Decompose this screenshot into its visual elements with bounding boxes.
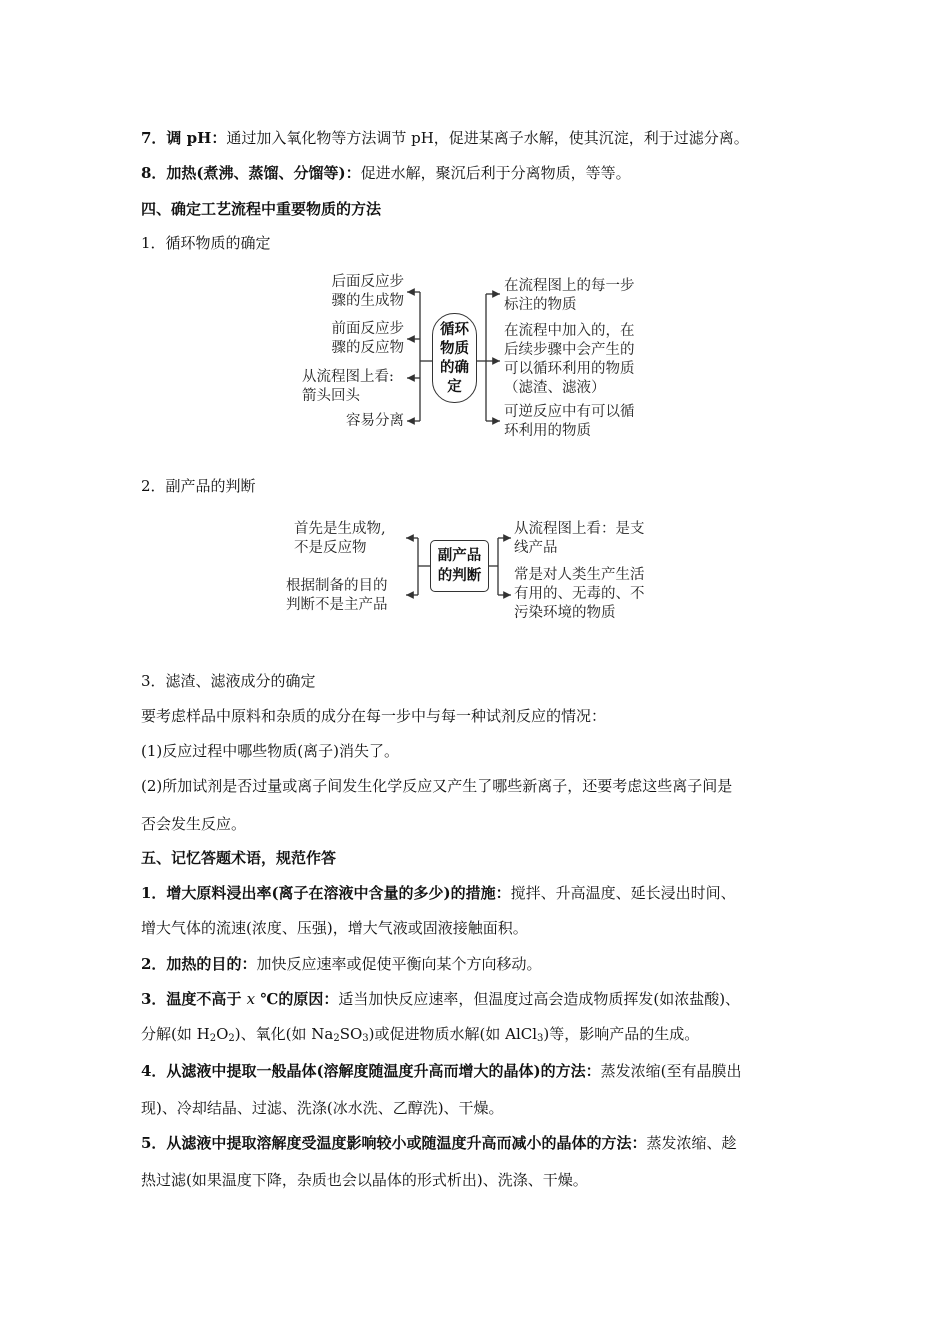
sub-1-heading: 1．循环物质的确定 bbox=[141, 234, 271, 252]
diagram1-right-2 bbox=[504, 322, 635, 398]
section-4-heading: 四、确定工艺流程中重要物质的方法 bbox=[141, 200, 382, 218]
s5-item-1-cont: 增大气体的流速(浓度、压强)，增大气液或固液接触面积。 bbox=[141, 919, 528, 937]
diagram2-left-2-line2: 判断不是主产品 bbox=[286, 597, 388, 613]
s5-item-3-text: 适当加快反应速率，但温度过高会造成物质挥发(如浓盐酸)、 bbox=[338, 990, 741, 1008]
s5-item-4-cont: 现)、冷却结晶、过滤、洗涤(冰水洗、乙醇洗)、干燥。 bbox=[141, 1099, 504, 1117]
s5-item-5 bbox=[141, 1133, 736, 1153]
diagram2-left-1-line1: 首先是生成物, bbox=[294, 521, 386, 537]
diagram2-left-1-line2: 不是反应物 bbox=[294, 540, 367, 556]
s5-item-2-text: 加快反应速率或促使平衡向某个方向移动。 bbox=[256, 955, 542, 973]
circular-material-box bbox=[432, 313, 477, 403]
s5-i3-c4s: 3 bbox=[362, 1033, 369, 1044]
s5-item-3-label-a: 3．温度不高于 bbox=[141, 990, 247, 1008]
item-7-label: 7．调 pH： bbox=[141, 129, 227, 147]
diagram2-right-2-line2: 有用的、无毒的、不 bbox=[514, 586, 645, 602]
item-8-text: 促进水解，聚沉后利于分离物质，等等。 bbox=[360, 164, 631, 182]
diagram2-right-2-line1: 常是对人类生产生活 bbox=[514, 567, 645, 583]
diagram1-right-3-line2: 环利用的物质 bbox=[504, 423, 591, 439]
diagram1-left-4 bbox=[300, 412, 404, 431]
diagram2-left-2-line1: 根据制备的目的 bbox=[286, 578, 388, 594]
s5-i3-c3s: 2 bbox=[333, 1033, 340, 1044]
diagram1-right-3 bbox=[504, 403, 635, 441]
diagram1-right-2-line2: 后续步骤中会产生的 bbox=[504, 342, 635, 358]
sub-3-paragraph-2: (1)反应过程中哪些物质(离子)消失了。 bbox=[141, 742, 399, 760]
s5-item-1-text: 搅拌、升高温度、延长浸出时间、 bbox=[510, 884, 736, 902]
diagram1-left-4-line1: 容易分离 bbox=[346, 413, 404, 429]
s5-i3-c2s: 2 bbox=[228, 1033, 235, 1044]
sub-3-paragraph-3a: (2)所加试剂是否过量或离子间发生化学反应又产生了哪些新离子，还要考虑这些离子间是 bbox=[141, 777, 733, 795]
item-7-text: 通过加入氧化物等方法调节 pH，促进某离子水解，使其沉淀，利于过滤分离。 bbox=[226, 129, 749, 147]
diagram2-left-2 bbox=[286, 577, 388, 615]
diagram2-right-1 bbox=[514, 520, 645, 558]
sub-2-heading: 2．副产品的判断 bbox=[141, 477, 256, 495]
s5-item-5-cont: 热过滤(如果温度下降，杂质也会以晶体的形式析出)、洗涤、干燥。 bbox=[141, 1171, 588, 1189]
s5-item-5-label: 5．从滤液中提取溶解度受温度影响较小或随温度升高而减小的晶体的方法： bbox=[141, 1134, 647, 1152]
byproduct-box bbox=[430, 540, 489, 592]
diagram1-left-2-line1: 前面反应步 bbox=[331, 321, 404, 337]
diagram2-right-1-line2: 线产品 bbox=[514, 540, 558, 556]
diagram2-right-1-line1: 从流程图上看：是支 bbox=[514, 521, 645, 537]
s5-item-4-text: 蒸发浓缩(至有晶膜出 bbox=[600, 1062, 742, 1080]
s5-i3-c1: 分解(如 H bbox=[141, 1025, 210, 1043]
diagram1-left-1-line1: 后面反应步 bbox=[331, 274, 404, 290]
diagram1-left-3 bbox=[302, 368, 394, 406]
byproduct-line-2: 的判断 bbox=[437, 567, 482, 584]
center-line-4: 定 bbox=[447, 378, 462, 395]
diagram1-left-3-line1: 从流程图上看: bbox=[302, 369, 394, 385]
diagram1-right-1-line2: 标注的物质 bbox=[504, 297, 577, 313]
diagram1-right-3-line1: 可逆反应中有可以循 bbox=[504, 404, 635, 420]
section-5-heading: 五、记忆答题术语，规范作答 bbox=[141, 849, 337, 867]
diagram2-right-2-line3: 污染环境的物质 bbox=[514, 605, 616, 621]
diagram1-left-3-line2: 箭头回头 bbox=[302, 388, 360, 404]
center-line-3: 的确 bbox=[440, 359, 469, 376]
s5-item-3-label-b: ℃的原因： bbox=[255, 990, 339, 1008]
s5-i3-c2: O bbox=[216, 1025, 229, 1043]
diagram1-right-1-line1: 在流程图上的每一步 bbox=[504, 278, 635, 294]
s5-i3-c5: )或促进物质水解(如 AlCl bbox=[368, 1025, 538, 1043]
s5-item-2 bbox=[141, 954, 541, 974]
diagram1-left-2-line2: 骤的反应物 bbox=[331, 340, 404, 356]
diagram2-left-1 bbox=[294, 520, 386, 558]
diagram1-right-2-line4: （滤渣、滤液） bbox=[504, 380, 606, 396]
diagram1-right-1 bbox=[504, 277, 635, 315]
sub-3-paragraph-3b: 否会发生反应。 bbox=[141, 815, 247, 833]
s5-i3-c4: SO bbox=[339, 1025, 363, 1043]
s5-item-3-label-x: x bbox=[246, 990, 256, 1008]
sub-3-heading: 3．滤渣、滤液成分的确定 bbox=[141, 672, 316, 690]
center-line-2: 物质 bbox=[440, 340, 469, 357]
diagram1-right-2-line3: 可以循环利用的物质 bbox=[504, 361, 635, 377]
s5-i3-c5s: 3 bbox=[537, 1033, 544, 1044]
diagram1-left-1 bbox=[300, 273, 404, 311]
s5-item-3-cont bbox=[141, 1024, 699, 1044]
sub-3-paragraph-1: 要考虑样品中原料和杂质的成分在每一步中与每一种试剂反应的情况： bbox=[141, 707, 607, 725]
byproduct-line-1: 副产品 bbox=[437, 547, 482, 564]
diagram1-left-2 bbox=[300, 320, 404, 358]
s5-item-3 bbox=[141, 989, 740, 1009]
s5-item-2-label: 2．加热的目的： bbox=[141, 955, 257, 973]
s5-item-1 bbox=[141, 883, 736, 903]
s5-item-5-text: 蒸发浓缩、趁 bbox=[646, 1134, 737, 1152]
diagram2-right-2 bbox=[514, 566, 645, 623]
s5-item-4-label: 4．从滤液中提取一般晶体(溶解度随温度升高而增大的晶体)的方法： bbox=[141, 1062, 601, 1080]
s5-i3-c6: )等，影响产品的生成。 bbox=[543, 1025, 700, 1043]
s5-i3-c3: )、氧化(如 Na bbox=[234, 1025, 334, 1043]
item-8-label: 8．加热(煮沸、蒸馏、分馏等)： bbox=[141, 164, 361, 182]
s5-item-1-label: 1．增大原料浸出率(离子在溶液中含量的多少)的措施： bbox=[141, 884, 511, 902]
s5-item-4 bbox=[141, 1061, 742, 1081]
diagram1-left-1-line2: 骤的生成物 bbox=[331, 293, 404, 309]
center-line-1: 循环 bbox=[440, 321, 469, 338]
diagram1-right-2-line1: 在流程中加入的，在 bbox=[504, 323, 635, 339]
s5-i3-c1s: 2 bbox=[209, 1033, 217, 1044]
